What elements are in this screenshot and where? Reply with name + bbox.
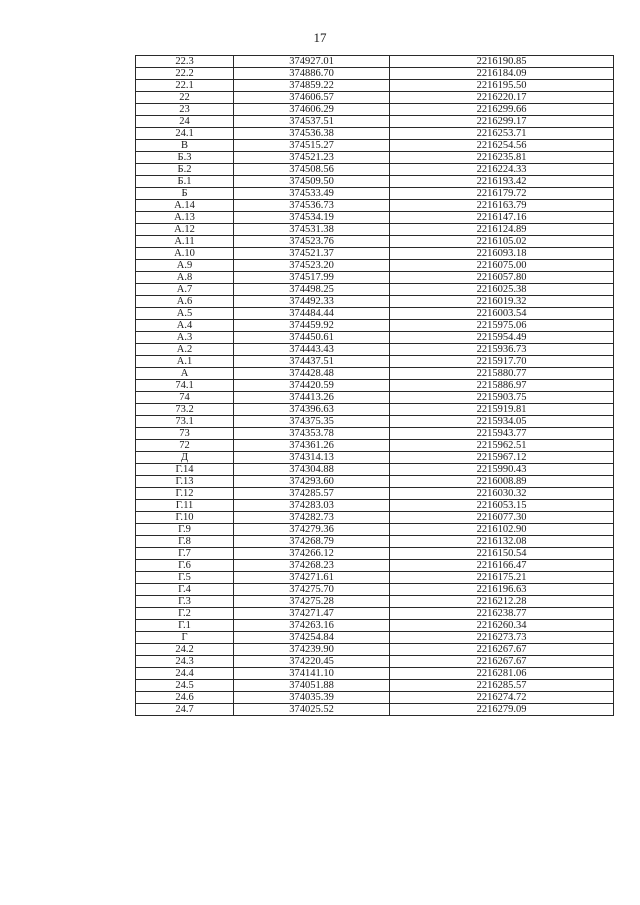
point-cell: В [136,140,234,152]
point-cell: А.4 [136,320,234,332]
y-coordinate-cell: 2215990.43 [390,464,614,476]
x-coordinate-cell: 374282.73 [234,512,390,524]
x-coordinate-cell: 374498.25 [234,284,390,296]
y-coordinate-cell: 2215919.81 [390,404,614,416]
table-row [136,308,614,320]
x-coordinate-cell: 374361.26 [234,440,390,452]
y-coordinate-cell: 2216235.81 [390,152,614,164]
point-cell: Г.4 [136,584,234,596]
y-coordinate-cell: 2216273.73 [390,632,614,644]
table-row [136,476,614,488]
point-cell: 74 [136,392,234,404]
x-coordinate-cell: 374353.78 [234,428,390,440]
point-cell: Г.12 [136,488,234,500]
point-cell: А.9 [136,260,234,272]
x-coordinate-cell: 374220.45 [234,656,390,668]
table-row [136,548,614,560]
table-row [136,440,614,452]
y-coordinate-cell: 2215934.05 [390,416,614,428]
x-coordinate-cell: 374304.88 [234,464,390,476]
point-cell: 24.3 [136,656,234,668]
point-cell: А.5 [136,308,234,320]
table-row [136,80,614,92]
point-cell: Г.1 [136,620,234,632]
point-cell: Г [136,632,234,644]
x-coordinate-cell: 374886.70 [234,68,390,80]
point-cell: 72 [136,440,234,452]
y-coordinate-cell: 2216238.77 [390,608,614,620]
table-row [136,332,614,344]
x-coordinate-cell: 374534.19 [234,212,390,224]
y-coordinate-cell: 2215967.12 [390,452,614,464]
x-coordinate-cell: 374509.50 [234,176,390,188]
x-coordinate-cell: 374051.88 [234,680,390,692]
y-coordinate-cell: 2216196.63 [390,584,614,596]
x-coordinate-cell: 374268.79 [234,536,390,548]
table-row [136,152,614,164]
table-row [136,104,614,116]
x-coordinate-cell: 374521.23 [234,152,390,164]
table-row [136,632,614,644]
x-coordinate-cell: 374523.20 [234,260,390,272]
table-row [136,380,614,392]
y-coordinate-cell: 2216193.42 [390,176,614,188]
page-number: 17 [313,30,327,45]
point-cell: Г.8 [136,536,234,548]
table-row [136,212,614,224]
x-coordinate-cell: 374531.38 [234,224,390,236]
table-row [136,188,614,200]
point-cell: 22.2 [136,68,234,80]
point-cell: Б.3 [136,152,234,164]
y-coordinate-cell: 2216281.06 [390,668,614,680]
table-row [136,176,614,188]
x-coordinate-cell: 374293.60 [234,476,390,488]
table-row [136,128,614,140]
point-cell: 24 [136,116,234,128]
x-coordinate-cell: 374375.35 [234,416,390,428]
y-coordinate-cell: 2216030.32 [390,488,614,500]
y-coordinate-cell: 2215917.70 [390,356,614,368]
point-cell: Б [136,188,234,200]
y-coordinate-cell: 2216019.32 [390,296,614,308]
x-coordinate-cell: 374537.51 [234,116,390,128]
point-cell: Г.14 [136,464,234,476]
x-coordinate-cell: 374266.12 [234,548,390,560]
point-cell: 24.7 [136,704,234,716]
x-coordinate-cell: 374268.23 [234,560,390,572]
table-row [136,596,614,608]
point-cell: Г.13 [136,476,234,488]
coordinates-table [135,55,614,716]
table-row [136,356,614,368]
x-coordinate-cell: 374275.28 [234,596,390,608]
y-coordinate-cell: 2216105.02 [390,236,614,248]
point-cell: Д [136,452,234,464]
table-row [136,164,614,176]
y-coordinate-cell: 2216102.90 [390,524,614,536]
table-row [136,500,614,512]
y-coordinate-cell: 2216195.50 [390,80,614,92]
y-coordinate-cell: 2216057.80 [390,272,614,284]
coordinates-table-body [136,56,614,716]
point-cell: А.13 [136,212,234,224]
x-coordinate-cell: 374263.16 [234,620,390,632]
y-coordinate-cell: 2216175.21 [390,572,614,584]
x-coordinate-cell: 374927.01 [234,56,390,68]
table-row [136,56,614,68]
x-coordinate-cell: 374484.44 [234,308,390,320]
table-row [136,512,614,524]
y-coordinate-cell: 2216132.08 [390,536,614,548]
table-row [136,608,614,620]
x-coordinate-cell: 374859.22 [234,80,390,92]
table-row [136,68,614,80]
x-coordinate-cell: 374271.47 [234,608,390,620]
x-coordinate-cell: 374271.61 [234,572,390,584]
table-row [136,404,614,416]
y-coordinate-cell: 2216053.15 [390,500,614,512]
x-coordinate-cell: 374521.37 [234,248,390,260]
y-coordinate-cell: 2216299.66 [390,104,614,116]
point-cell: Б.2 [136,164,234,176]
table-row [136,452,614,464]
y-coordinate-cell: 2215936.73 [390,344,614,356]
x-coordinate-cell: 374413.26 [234,392,390,404]
x-coordinate-cell: 374443.43 [234,344,390,356]
table-row [136,92,614,104]
table-row [136,704,614,716]
table-row [136,260,614,272]
point-cell: 22.3 [136,56,234,68]
point-cell: 73 [136,428,234,440]
x-coordinate-cell: 374035.39 [234,692,390,704]
x-coordinate-cell: 374396.63 [234,404,390,416]
y-coordinate-cell: 2216260.34 [390,620,614,632]
y-coordinate-cell: 2215880.77 [390,368,614,380]
point-cell: А.3 [136,332,234,344]
x-coordinate-cell: 374437.51 [234,356,390,368]
x-coordinate-cell: 374141.10 [234,668,390,680]
y-coordinate-cell: 2216254.56 [390,140,614,152]
table-row [136,224,614,236]
table-row [136,344,614,356]
y-coordinate-cell: 2216184.09 [390,68,614,80]
table-row [136,368,614,380]
point-cell: А.1 [136,356,234,368]
point-cell: 73.2 [136,404,234,416]
table-row [136,284,614,296]
point-cell: Г.3 [136,596,234,608]
point-cell: А.6 [136,296,234,308]
table-row [136,572,614,584]
y-coordinate-cell: 2216267.67 [390,644,614,656]
point-cell: Б.1 [136,176,234,188]
point-cell: А.12 [136,224,234,236]
point-cell: А.8 [136,272,234,284]
table-row [136,536,614,548]
x-coordinate-cell: 374314.13 [234,452,390,464]
point-cell: А.10 [136,248,234,260]
y-coordinate-cell: 2215903.75 [390,392,614,404]
table-row [136,320,614,332]
x-coordinate-cell: 374275.70 [234,584,390,596]
y-coordinate-cell: 2216008.89 [390,476,614,488]
point-cell: 22 [136,92,234,104]
x-coordinate-cell: 374428.48 [234,368,390,380]
table-row [136,296,614,308]
table-row [136,140,614,152]
table-row [136,392,614,404]
point-cell: А.2 [136,344,234,356]
point-cell: 24.2 [136,644,234,656]
point-cell: Г.9 [136,524,234,536]
x-coordinate-cell: 374025.52 [234,704,390,716]
y-coordinate-cell: 2216075.00 [390,260,614,272]
x-coordinate-cell: 374254.84 [234,632,390,644]
x-coordinate-cell: 374536.38 [234,128,390,140]
y-coordinate-cell: 2215886.97 [390,380,614,392]
y-coordinate-cell: 2216003.54 [390,308,614,320]
point-cell: 24.4 [136,668,234,680]
point-cell: А [136,368,234,380]
x-coordinate-cell: 374515.27 [234,140,390,152]
table-row [136,668,614,680]
y-coordinate-cell: 2216220.17 [390,92,614,104]
point-cell: Г.11 [136,500,234,512]
y-coordinate-cell: 2216025.38 [390,284,614,296]
table-row [136,200,614,212]
y-coordinate-cell: 2216224.33 [390,164,614,176]
point-cell: 22.1 [136,80,234,92]
table-row [136,524,614,536]
x-coordinate-cell: 374420.59 [234,380,390,392]
y-coordinate-cell: 2216299.17 [390,116,614,128]
x-coordinate-cell: 374523.76 [234,236,390,248]
y-coordinate-cell: 2216279.09 [390,704,614,716]
y-coordinate-cell: 2216124.89 [390,224,614,236]
table-row [136,692,614,704]
x-coordinate-cell: 374450.61 [234,332,390,344]
point-cell: А.11 [136,236,234,248]
table-row [136,656,614,668]
point-cell: 73.1 [136,416,234,428]
y-coordinate-cell: 2216253.71 [390,128,614,140]
x-coordinate-cell: 374279.36 [234,524,390,536]
x-coordinate-cell: 374239.90 [234,644,390,656]
y-coordinate-cell: 2216267.67 [390,656,614,668]
x-coordinate-cell: 374492.33 [234,296,390,308]
table-row [136,620,614,632]
y-coordinate-cell: 2216163.79 [390,200,614,212]
y-coordinate-cell: 2216077.30 [390,512,614,524]
y-coordinate-cell: 2216190.85 [390,56,614,68]
y-coordinate-cell: 2215962.51 [390,440,614,452]
y-coordinate-cell: 2216212.28 [390,596,614,608]
point-cell: 24.1 [136,128,234,140]
table-row [136,584,614,596]
x-coordinate-cell: 374459.92 [234,320,390,332]
y-coordinate-cell: 2216274.72 [390,692,614,704]
y-coordinate-cell: 2216093.18 [390,248,614,260]
point-cell: Г.5 [136,572,234,584]
y-coordinate-cell: 2216179.72 [390,188,614,200]
table-row [136,560,614,572]
point-cell: 74.1 [136,380,234,392]
point-cell: Г.6 [136,560,234,572]
table-row [136,680,614,692]
point-cell: А.14 [136,200,234,212]
point-cell: 24.6 [136,692,234,704]
x-coordinate-cell: 374606.29 [234,104,390,116]
x-coordinate-cell: 374606.57 [234,92,390,104]
point-cell: А.7 [136,284,234,296]
point-cell: Г.10 [136,512,234,524]
y-coordinate-cell: 2216285.57 [390,680,614,692]
table-row [136,248,614,260]
table-row [136,416,614,428]
y-coordinate-cell: 2215975.06 [390,320,614,332]
x-coordinate-cell: 374285.57 [234,488,390,500]
table-row [136,488,614,500]
y-coordinate-cell: 2216150.54 [390,548,614,560]
x-coordinate-cell: 374533.49 [234,188,390,200]
table-row [136,464,614,476]
table-row [136,428,614,440]
table-row [136,644,614,656]
table-row [136,116,614,128]
point-cell: 24.5 [136,680,234,692]
y-coordinate-cell: 2216166.47 [390,560,614,572]
y-coordinate-cell: 2215954.49 [390,332,614,344]
point-cell: Г.7 [136,548,234,560]
x-coordinate-cell: 374517.99 [234,272,390,284]
y-coordinate-cell: 2216147.16 [390,212,614,224]
table-row [136,272,614,284]
point-cell: Г.2 [136,608,234,620]
point-cell: 23 [136,104,234,116]
table-row [136,236,614,248]
x-coordinate-cell: 374283.03 [234,500,390,512]
x-coordinate-cell: 374508.56 [234,164,390,176]
y-coordinate-cell: 2215943.77 [390,428,614,440]
x-coordinate-cell: 374536.73 [234,200,390,212]
